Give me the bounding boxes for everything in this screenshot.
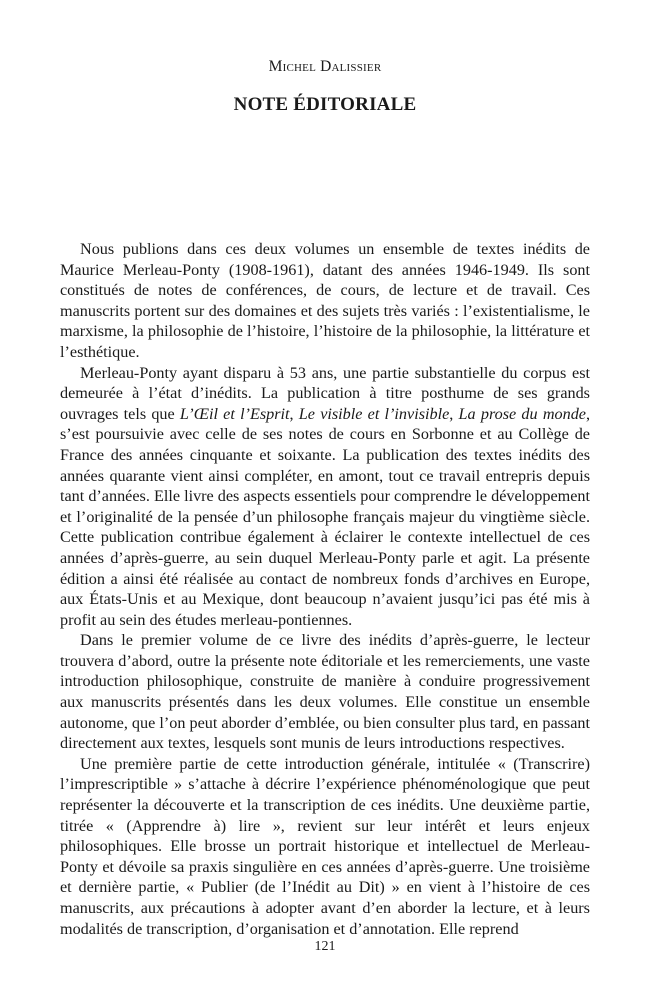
paragraph-3: Dans le premier volume de ce livre des inédits d’après-guerre, le lecteur trouvera d’abord, outre la présente note éditoriale et les remerciements, une vaste introduction philosophique, construite de manière à conduire progressivement aux manuscrits présentés dans les deux volumes. Elle constitue un ensemble autonome, que l’on peut aborder d’emblée, ou bien consulter plus tard, en passant directement aux textes, lesquels sont munis de leurs introductions respectives. bbox=[60, 631, 590, 753]
separator: , bbox=[289, 404, 299, 423]
section-title: NOTE ÉDITORIALE bbox=[233, 94, 417, 115]
paragraph-2-part-a: Merleau-Ponty ayant disparu à 53 ans, une partie substantielle du corpus est demeurée à l’état d’inédits. La publication à titre posthume de ses grands ouvrages tels que bbox=[60, 363, 590, 423]
paragraph-1: Nous publions dans ces deux volumes un ensemble de textes inédits de Maurice Merleau-Ponty (1908-1961), datant des années 1946-1949. Ils sont constitués de notes de conférences, de cours, de lecture et de travail. Ces manuscrits portent sur des domaines et des sujets très variés : l’existentialisme, le marxisme, la philosophie de l’histoire, l’histoire de la philosophie, la littérature et l’esthétique. bbox=[60, 240, 590, 361]
paragraph-4: Une première partie de cette introduction générale, intitulée « (Transcrire) l’imprescriptible » s’attache à décrire l’expérience phénoménologique que peut représenter la découverte et la transcription de ces inédits. Une deuxième partie, titrée « (Apprendre à) lire », revient sur leur intérêt et leurs enjeux philosophiques. Elle brosse un portrait historique et intellectuel de Merleau-Ponty et dévoile sa praxis singulière en ces années d’après-guerre. Une troisième et dernière partie, « Publier (de l’Inédit au Dit) » en vient à l’histoire de ces manuscrits, aux précautions à adopter avant d’en aborder la lecture, et à leurs modalités de transcription, d’organisation et d’annotation. Elle reprend bbox=[60, 754, 590, 938]
paragraph-2 bbox=[60, 363, 590, 631]
work-title-prose-monde: La prose du monde bbox=[458, 404, 586, 423]
paragraph-2-part-b: , s’est poursuivie avec celle de ses notes de cours en Sorbonne et au Collège de France des années cinquante et soixante. La publication des textes inédits des années quarante vient ainsi compléter, en amont, tout ce travail entrepris depuis tant d’années. Elle livre des aspects essentiels pour comprendre le développement et l’originalité de la pensée d’un philosophe français majeur du vingtième siècle. Cette publication contribue également à éclairer le contexte intellectuel de ces années d’après-guerre, au sein duquel Merleau-Ponty parle et agit. La présente édition a ainsi été réalisée au contact de nombreux fonds d’archives en Europe, aux États-Unis et au Mexique, dont beaucoup n’avaient jusqu’ici pas été mis à profit au sein des études merleau-pontiennes. bbox=[60, 404, 591, 629]
work-title-visible-invisible: Le visible et l’invisible bbox=[298, 404, 450, 423]
work-title-oeil-esprit: L’Œil et l’Esprit bbox=[179, 404, 290, 423]
page-number: 121 bbox=[314, 939, 336, 954]
author-name: Michel Dalissier bbox=[268, 58, 382, 75]
separator: , bbox=[449, 404, 459, 423]
body-text bbox=[60, 239, 590, 939]
